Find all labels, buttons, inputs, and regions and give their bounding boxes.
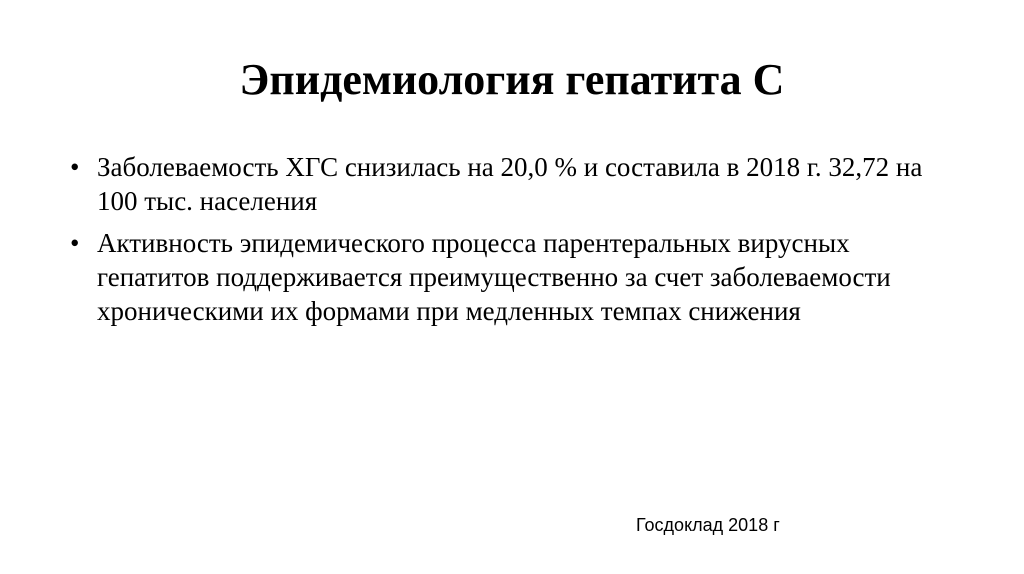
bullet-text: Активность эпидемического процесса парентеральных вирусных гепатитов поддерживается преимущественно за счет заболеваемости хроническими их формами при медленных темпах снижения — [97, 228, 891, 326]
bullet-list — [70, 150, 950, 336]
source-note: Госдоклад 2018 г — [636, 515, 780, 535]
bullet-icon: • — [70, 228, 80, 258]
bullet-icon: • — [70, 152, 80, 182]
bullet-item — [70, 150, 950, 218]
bullet-item — [70, 226, 950, 328]
slide-title: Эпидемиология гепатита С — [239, 55, 785, 104]
bullet-text: Заболеваемость ХГС снизилась на 20,0 % и составила в 2018 г. 32,72 на 100 тыс. населения — [97, 152, 923, 216]
